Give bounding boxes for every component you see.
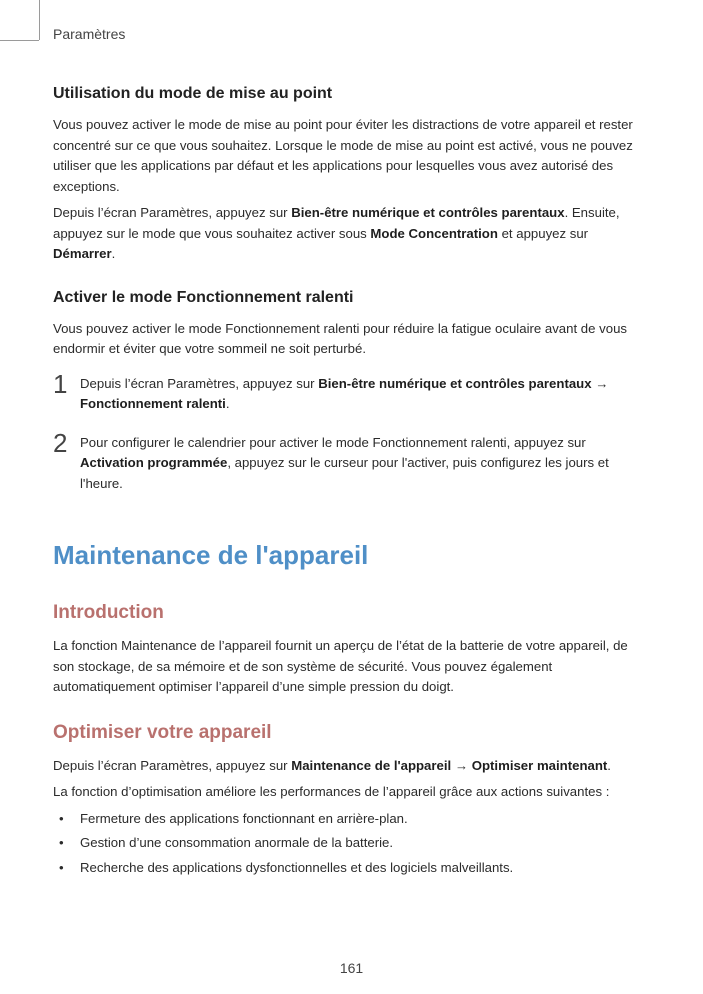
list-item: • Fermeture des applications fonctionnant en arrière-plan. [53,809,643,830]
menu-path-digital-wellbeing: Bien-être numérique et contrôles parentaux [291,205,565,220]
page-content [53,83,643,878]
menu-path-scheduled: Activation programmée [80,455,228,470]
bullet-icon: • [59,859,64,875]
menu-path-bedtime-mode: Fonctionnement ralenti [80,396,226,411]
header-rule-vertical [39,0,40,40]
step-2: 2 Pour configurer le calendrier pour activer le mode Fonctionnement ralenti, appuyez sur Activation programmée, appuyez sur le curseur pour l'activer, puis configurez les jours et l'heure. [53,427,609,491]
menu-path-optimize-now: Optimiser maintenant [471,757,608,773]
focus-mode-description: Vous pouvez activer le mode de mise au point pour éviter les distractions de votre appareil et rester concentré sur ce que vous souhaitez. Lorsque le mode de mise au point est activé, vous ne pouvez utiliser que les applications par défaut et les applications pour lesquelles vous avez autorisé des exceptions. [53,117,633,194]
list-item: • Recherche des applications dysfonctionnelles et des logiciels malveillants. [53,858,643,879]
optimize-heading: Optimiser votre appareil [53,721,272,743]
arrow-icon: → [591,375,609,391]
bedtime-mode-heading: Activer le mode Fonctionnement ralenti [53,288,354,306]
focus-mode-heading: Utilisation du mode de mise au point [53,85,333,102]
step-number: 1 [53,368,68,399]
introduction-text: La fonction Maintenance de l’appareil fournit un aperçu de l’état de la batterie de votre appareil, de son stockage, de sa mémoire et de son système de sécurité. Vous pouvez également automatiquement optimiser l’appareil d’une simple pression du doigt. [53,638,628,694]
step-number: 2 [53,427,68,458]
list-item: • Gestion d’une consommation anormale de la batterie. [53,833,643,854]
step-1: 1 Depuis l’écran Paramètres, appuyez sur Bien-être numérique et contrôles parentaux → Fonctionnement ralenti. [53,368,609,411]
introduction-heading: Introduction [53,602,164,623]
menu-path-start: Démarrer [53,246,112,261]
header-rule-horizontal [0,40,39,41]
bullet-icon: • [59,810,64,826]
menu-path-device-care: Maintenance de l'appareil [291,757,452,773]
bullet-icon: • [59,835,64,850]
optimize-instructions: Depuis l’écran Paramètres, appuyez sur Maintenance de l'appareil → Optimiser maintenant. [53,757,611,773]
bedtime-mode-description: Vous pouvez activer le mode Fonctionnement ralenti pour réduire la fatigue oculaire avant de vous endormir et éviter que votre sommeil ne soit perturbé. [53,320,627,356]
focus-mode-instructions: Depuis l’écran Paramètres, appuyez sur Bien-être numérique et contrôles parentaux. Ensuite, appuyez sur le mode que vous souhaitez activer sous Mode Concentration et appuyez sur Démarrer. [53,205,620,261]
running-header: Paramètres [53,26,126,42]
chapter-title: Maintenance de l'appareil [53,540,369,570]
menu-path-focus-mode: Mode Concentration [370,225,498,241]
menu-path-digital-wellbeing: Bien-être numérique et contrôles parentaux [318,375,592,391]
page-number: 161 [339,960,364,976]
optimize-description: La fonction d’optimisation améliore les performances de l’appareil grâce aux actions suivantes : [53,784,610,799]
optimize-action-list [53,809,643,879]
arrow-icon: → [451,757,472,773]
